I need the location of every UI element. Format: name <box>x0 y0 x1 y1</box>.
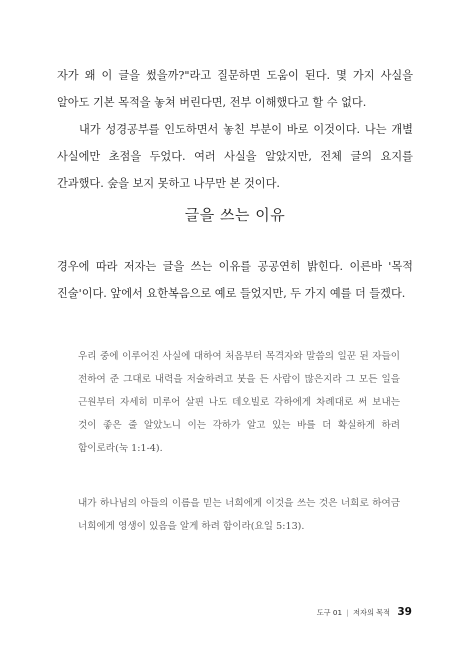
footer-separator: | <box>346 608 349 617</box>
footer-section-title: 저자의 목적 <box>353 608 391 617</box>
intro-text-block <box>57 62 413 197</box>
page-number: 39 <box>397 606 412 618</box>
reasons-text-block <box>57 253 413 307</box>
scripture-quote-john <box>78 492 400 538</box>
body-paragraph: 자가 왜 이 글을 썼을까?"라고 질문하면 도움이 된다. 몇 가지 사실을 알아도 기본 목적을 놓쳐 버린다면, 전부 이해했다고 할 수 없다. <box>57 69 413 109</box>
footer-chapter: 도구 01 <box>316 608 343 617</box>
body-paragraph: 경우에 따라 저자는 글을 쓰는 이유를 공공연히 밝힌다. 이른바 '목적 진술'이다. 앞에서 요한복음으로 예로 들었지만, 두 가지 예를 더 들겠다. <box>57 260 413 300</box>
scripture-quote-luke <box>78 345 400 460</box>
running-footer <box>317 606 412 618</box>
section-heading: 글을 쓰는 이유 <box>184 206 286 224</box>
quote-text: 내가 하나님의 아들의 이름을 믿는 너희에게 이것을 쓰는 것은 너희로 하여금 너희에게 영생이 있음을 알게 하려 함이라(요일 5:13). <box>78 498 400 532</box>
body-paragraph: 내가 성경공부를 인도하면서 놓친 부분이 바로 이것이다. 나는 개별 사실에만 초점을 두었다. 여러 사실을 알았지만, 전체 글의 요지를 간과했다. 숲을 보지 못하고 나무만 본 것이다. <box>57 123 413 190</box>
quote-text: 우리 중에 이루어진 사실에 대하여 처음부터 목격자와 말씀의 일꾼 된 자들이 전하여 준 그대로 내력을 저술하려고 붓을 든 사람이 많은지라 그 모든 일을 근원부터 자세히 미루어 살핀 나도 데오빌로 각하에게 차례대로 써 보내는 것이 좋은 줄 알았노니 이는 각하가 알고 있는 바를 더 확실하게 하려 함이로라(눅 1:1-4). <box>78 351 400 454</box>
